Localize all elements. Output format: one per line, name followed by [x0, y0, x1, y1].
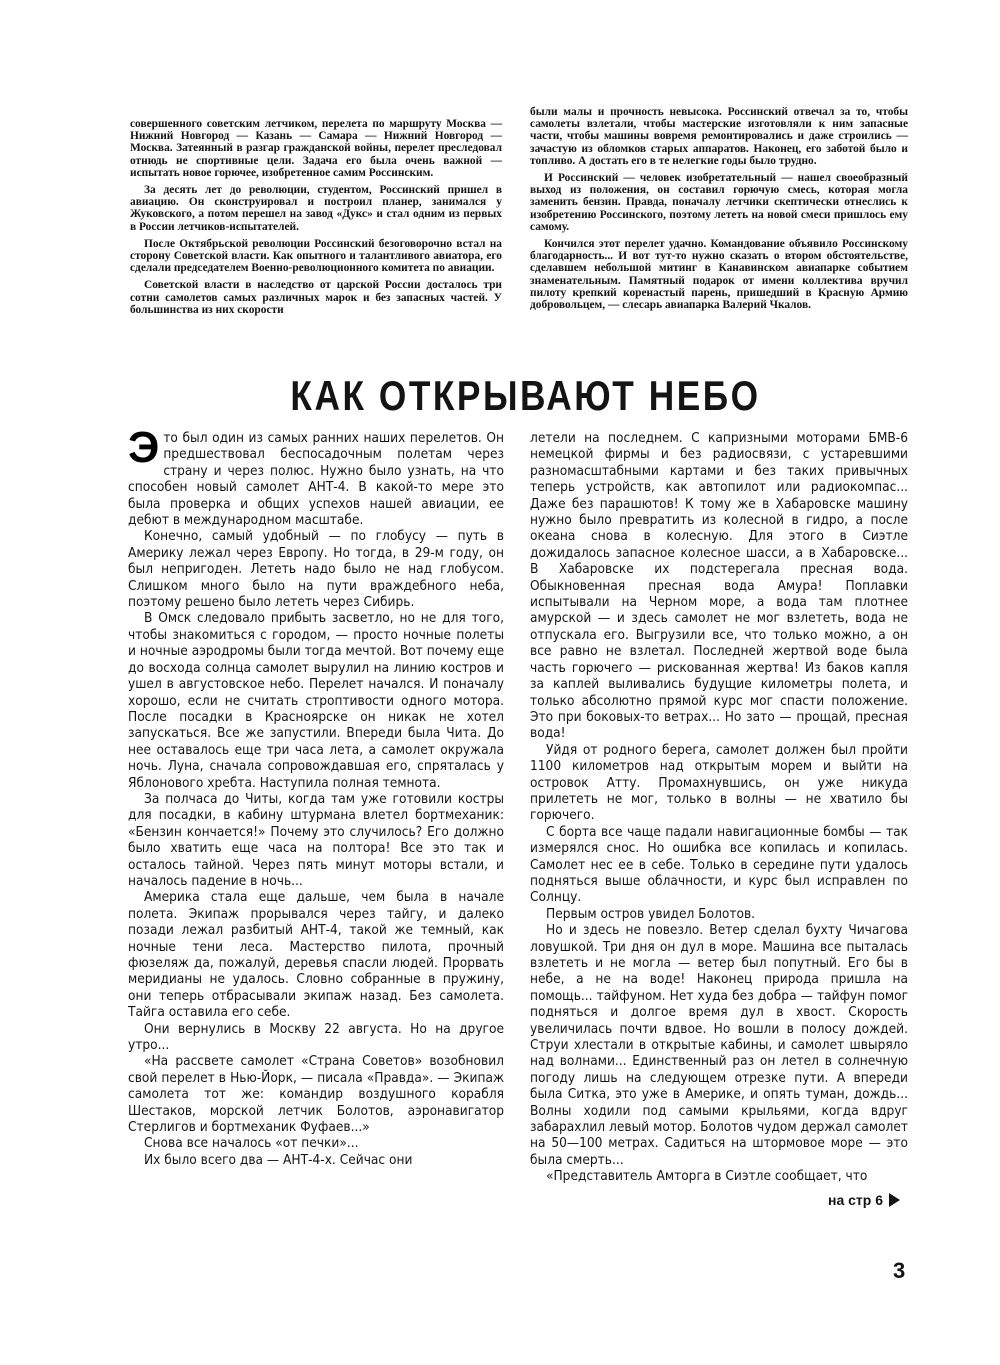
paragraph: летели на последнем. С капризными моторами БМВ-6 немецкой фирмы и без радиосвязи, с устаревшими разномасштабными картами и без таких привычных теперь устройств, как автопилот или радиокомпас... Даже без парашютов! К тому же в Хабаровске машину нужно было превратить из колесной в гидро, а после океана снова в колесную. Для этого в Сиэтле дожидалось запасное колесное шасси, а в Хабаровске... В Хабаровске их подстерегала пресная вода. Обыкновенная пресная вода Амура! Поплавки испытывали на Черном море, а вода там плотнее амурской — и здесь самолет не мог взлететь, вода не отпускала его. Выгрузили все, что только можно, а он все равно не взлетал. Последней жертвой воде была часть горючего — рискованная жертва! Из баков капля за каплей выливались будущие километры полета, и только абсолютно прямой курс мог спасти положение. Это при боковых-то ветрах... Но зато — прощай, пресная вода!: [530, 430, 908, 742]
paragraph: Уйдя от родного берега, самолет должен был пройти 1100 километров над открытым морем и выйти на островок Атту. Промахнувшись, он уже никуда прилететь не мог, только в волны — не хватило бы горючего.: [530, 741, 908, 824]
continued-on-page: [828, 1192, 900, 1208]
paragraph: Но и здесь не повезло. Ветер сделал бухту Чичагова ловушкой. Три дня он дул в море. Машина все пыталась взлететь и не могла — ветер был попутный. Его бы в небе, а не на воде! Наконец природа пришла на помощь... тайфуном. Нет худа без добра — тайфун помог подняться и долгое время дул в хвост. Скорость увеличилась почти вдвое. Но вошли в полосу дождей. Струи хлестали в открытые кабины, и самолет швыряло над волнами... Единственный раз он летел в солнечную погоду лишь на следующем отрезке пути. А впереди была Ситка, это уже в Америке, и опять туман, дождь... Волны ходили под самыми крыльями, когда вдруг забарахлил левый мотор. Болотов чудом держал самолет на 50—100 метрах. Садиться на штормовое море — это была смерть...: [530, 922, 908, 1168]
page-number: 3: [893, 1258, 906, 1283]
arrow-right-icon: [889, 1193, 900, 1207]
top-right-column: [530, 106, 908, 316]
paragraph: Советской власти в наследство от царской России досталось три сотни самолетов самых различных марок и без запасных частей. У большинства из них скорости: [130, 279, 502, 316]
paragraph: За полчаса до Читы, когда там уже готовили костры для посадки, в кабину штурмана влетел бортмеханик: «Бензин кончается!» Почему это случилось? Его должно было хватить еще часа на полтора! Все это так и осталось тайной. Через пять минут моторы встали, и началось падение в ночь...: [128, 790, 504, 889]
paragraph: За десять лет до революции, студентом, Россинский пришел в авиацию. Он сконструировал и построил планер, занимался у Жуковского, а потом перешел на завод «Дукс» и стал одним из первых в России летчиков-испытателей.: [130, 184, 502, 233]
paragraph: «Представитель Амторга в Сиэтле сообщает, что: [546, 1168, 868, 1185]
paragraph: После Октябрьской революции Россинский безоговорочно встал на сторону Советской власти. Как опытного и талантливого авиатора, его сделали председателем Военно-революционного комитета по авиации.: [130, 237, 502, 275]
paragraph: Их было всего два — АНТ-4-х. Сейчас они: [144, 1151, 413, 1168]
paragraph: «На рассвете самолет «Страна Советов» возобновил свой перелет в Нью-Йорк, — писала «Правда». — Экипаж самолета тот же: командир воздушного корабля Шестаков, морской летчик Болотов, аэронавигатор Стерлигов и бортмеханик Фуфаев...»: [128, 1053, 504, 1136]
paragraph-text: то был один из самых ранних наших перелетов. Он предшествовал беспосадочным полетам через страну и через полюс. Нужно было узнать, на что способен новый самолет АНТ-4. В какой-то мере это была проверка и общих успехов нашей авиации, ее дебют в международном масштабе.: [128, 430, 504, 529]
paragraph: были малы и прочность невысока. Россинский отвечал за то, чтобы самолеты взлетали, чтобы мастерские изготовляли к ним запасные части, чтобы машины вовремя ремонтировались и даже строились — зачастую из обломков старых аппаратов. Наконец, его заботой было и топливо. А достать его в те нелегкие годы было трудно.: [530, 106, 908, 167]
paragraph: Они вернулись в Москву 22 августа. Но на другое утро...: [128, 1020, 504, 1054]
paragraph: совершенного советским летчиком, перелета по маршруту Москва — Нижний Новгород — Казань — Самара — Нижний Новгород — Москва. Затеянный в разгар гражданской войны, перелет преследовал отнюдь не спортивные цели. Задача его была очень важной — испытать новое горючее, изобретенное самим Россинским.: [130, 118, 502, 179]
paragraph: С борта все чаще падали навигационные бомбы — так измерялся снос. Но ошибка все копилась и копилась. Самолет нес ее в себе. Только в середине пути удалось подняться выше облачности, и курс был исправлен по Солнцу.: [530, 823, 908, 906]
paragraph: Конечно, самый удобный — по глобусу — путь в Америку лежал через Европу. Но тогда, в 29-м году, он был непригоден. Лететь надо было не над глобусом. Слишком много было на пути враждебного неба, поэтому решено было лететь через Сибирь.: [128, 528, 504, 611]
paragraph: Снова все началось «от печки»...: [144, 1135, 359, 1152]
top-left-column: [130, 118, 502, 321]
main-left-column: [128, 423, 504, 1168]
paragraph: [128, 423, 504, 529]
paragraph: Первым остров увидел Болотов.: [546, 905, 756, 922]
paragraph: Америка стала еще дальше, чем была в начале полета. Экипаж прорывался через тайгу, и далеко позади лежал разбитый АНТ-4, такой же темный, как ночные тени леса. Мастерство пилота, прочный фюзеляж да, пожалуй, деревья спасли людей. Прорвать меридианы не удалось. Словно собранные в пружину, они теперь отбрасывали экипаж назад. Без самолета. Тайга оставила его себе.: [128, 889, 504, 1021]
paragraph: В Омск следовало прибыть засветло, но не для того, чтобы знакомиться с городом, — просто ночные полеты и ночные аэродромы были тогда мечтой. Вот почему еще до восхода солнца самолет вырулил на линию костров и ушел в августовское небо. Перелет начался. И поначалу хорошо, если не считать строптивости одного мотора. После посадки в Красноярске он никак не хотел запускаться. Все же запустили. Впереди была Чита. До нее оставалось еще три часа лета, а самолет окружала ночь. Луна, сначала сопровождавшая его, спряталась у Яблонового хребта. Наступила полная темнота.: [128, 610, 504, 791]
main-right-column: [530, 430, 908, 1185]
paragraph: Кончился этот перелет удачно. Командование объявило Россинскому благодарность... И вот тут-то нужно сказать о втором обстоятельстве, сделавшем небольшой митинг в Канавинском авиапарке событием знаменательным. Памятный подарок от имени коллектива вручил пилоту крепкий коренастый парень, пришедший в Красную Армию добровольцем, — слесарь авиапарка Валерий Чкалов.: [530, 238, 908, 312]
drop-cap: Э: [128, 423, 160, 472]
continued-label: на стр 6: [828, 1192, 884, 1208]
article-title: КАК ОТКРЫВАЮТ НЕБО: [290, 372, 761, 419]
paragraph: И Россинский — человек изобретательный — нашел своеобразный выход из положения, он составил горючую смесь, которая могла заменить бензин. Правда, поначалу летчики скептически отнеслись к изобретению Россинского, поэтому лететь на новой смеси пришлось ему самому.: [530, 172, 908, 233]
